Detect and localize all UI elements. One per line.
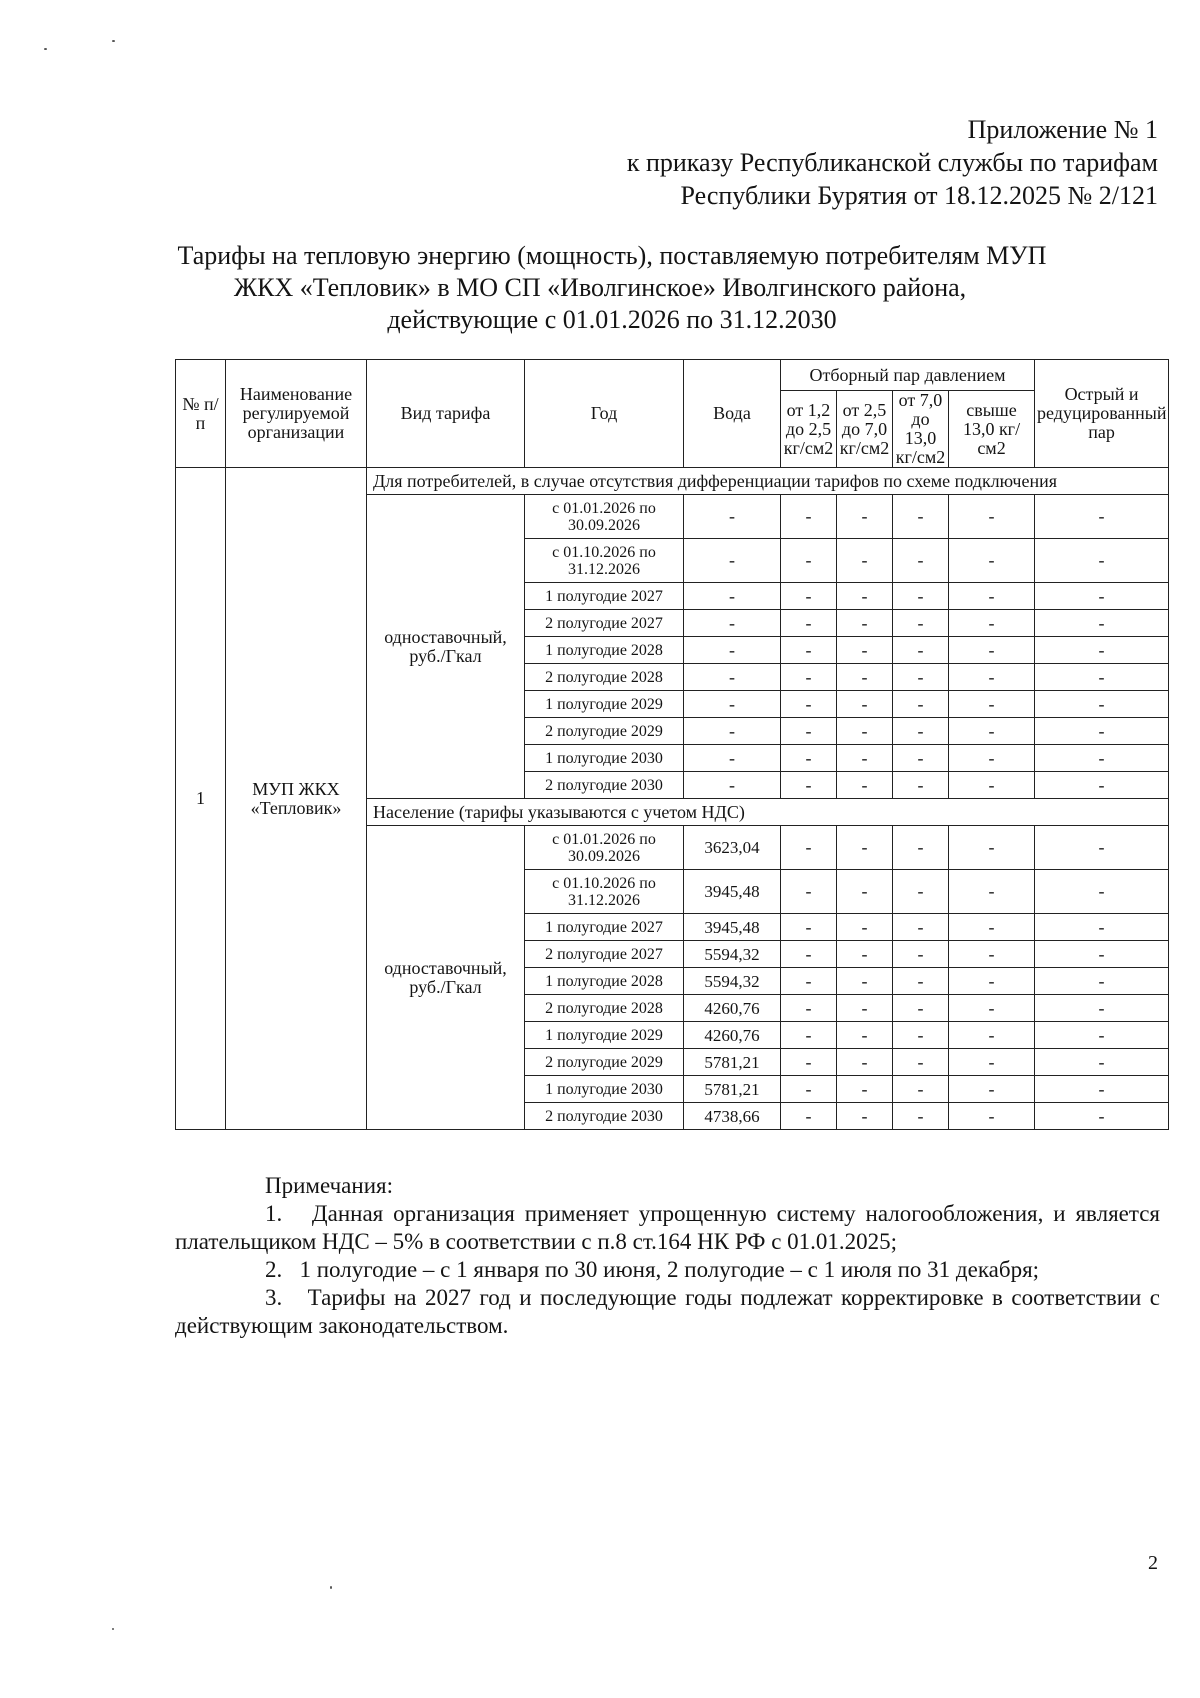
steam-value: - <box>781 745 837 772</box>
water-value: - <box>684 691 781 718</box>
steam-value: - <box>781 968 837 995</box>
document-title-line-1: Тарифы на тепловую энергию (мощность), поставляемую потребителям МУП <box>177 241 1047 270</box>
water-value: 5781,21 <box>684 1076 781 1103</box>
water-value: - <box>684 718 781 745</box>
steam-value: - <box>949 826 1035 870</box>
scan-speck <box>112 40 115 42</box>
steam-value: - <box>781 772 837 799</box>
steam-value: - <box>949 664 1035 691</box>
steam-value: - <box>837 826 893 870</box>
period-cell: 2 полугодие 2030 <box>525 1103 684 1130</box>
steam-value: - <box>1035 610 1169 637</box>
steam-value: - <box>949 914 1035 941</box>
period-cell: 2 полугодие 2027 <box>525 610 684 637</box>
steam-value: - <box>893 968 949 995</box>
steam-value: - <box>949 1103 1035 1130</box>
steam-value: - <box>837 637 893 664</box>
steam-value: - <box>893 539 949 583</box>
period-cell: 1 полугодие 2029 <box>525 1022 684 1049</box>
steam-value: - <box>949 539 1035 583</box>
header-steam-3: от 7,0 до 13,0 кг/см2 <box>893 391 949 468</box>
steam-value: - <box>837 772 893 799</box>
steam-value: - <box>781 1022 837 1049</box>
steam-value: - <box>893 664 949 691</box>
water-value: 5781,21 <box>684 1049 781 1076</box>
steam-value: - <box>893 583 949 610</box>
steam-value: - <box>1035 1103 1169 1130</box>
period-cell: 1 полугодие 2028 <box>525 637 684 664</box>
steam-value: - <box>781 718 837 745</box>
tariff-type: одноставочный, руб./Гкал <box>367 495 525 799</box>
steam-value: - <box>893 826 949 870</box>
steam-value: - <box>949 495 1035 539</box>
steam-value: - <box>781 610 837 637</box>
steam-value: - <box>949 745 1035 772</box>
steam-value: - <box>1035 691 1169 718</box>
period-cell: 1 полугодие 2030 <box>525 1076 684 1103</box>
steam-value: - <box>893 772 949 799</box>
steam-value: - <box>949 1076 1035 1103</box>
steam-value: - <box>949 1022 1035 1049</box>
section-title-consumers: Для потребителей, в случае отсутствия дифференциации тарифов по схеме подключения <box>367 468 1169 495</box>
row-number: 1 <box>176 468 226 1130</box>
steam-value: - <box>893 718 949 745</box>
steam-value: - <box>781 539 837 583</box>
header-steam-2: от 2,5 до 7,0 кг/см2 <box>837 391 893 468</box>
water-value: 3945,48 <box>684 914 781 941</box>
period-cell: 1 полугодие 2030 <box>525 745 684 772</box>
order-reference: к приказу Республиканской службы по тарифам <box>626 148 1158 177</box>
header-steam-1: от 1,2 до 2,5 кг/см2 <box>781 391 837 468</box>
water-value: 3945,48 <box>684 870 781 914</box>
steam-value: - <box>781 870 837 914</box>
water-value: - <box>684 539 781 583</box>
header-steam-group: Отборный пар давлением <box>781 360 1035 391</box>
steam-value: - <box>837 718 893 745</box>
steam-value: - <box>893 870 949 914</box>
steam-value: - <box>893 995 949 1022</box>
water-value: 4738,66 <box>684 1103 781 1130</box>
steam-value: - <box>837 1049 893 1076</box>
steam-value: - <box>837 583 893 610</box>
steam-value: - <box>893 1103 949 1130</box>
header-water: Вода <box>684 360 781 468</box>
steam-value: - <box>949 772 1035 799</box>
steam-value: - <box>837 870 893 914</box>
steam-value: - <box>1035 772 1169 799</box>
steam-value: - <box>893 914 949 941</box>
steam-value: - <box>1035 745 1169 772</box>
steam-value: - <box>949 718 1035 745</box>
steam-value: - <box>1035 826 1169 870</box>
water-value: 4260,76 <box>684 995 781 1022</box>
steam-value: - <box>837 539 893 583</box>
steam-value: - <box>837 745 893 772</box>
steam-value: - <box>949 870 1035 914</box>
steam-value: - <box>781 914 837 941</box>
water-value: - <box>684 772 781 799</box>
steam-value: - <box>893 1022 949 1049</box>
water-value: - <box>684 495 781 539</box>
steam-value: - <box>1035 664 1169 691</box>
steam-value: - <box>949 968 1035 995</box>
water-value: - <box>684 745 781 772</box>
steam-value: - <box>893 1049 949 1076</box>
steam-value: - <box>837 495 893 539</box>
period-cell: 2 полугодие 2028 <box>525 664 684 691</box>
steam-value: - <box>781 941 837 968</box>
header-number: № п/п <box>176 360 226 468</box>
tariff-table-body <box>176 468 1169 1130</box>
steam-value: - <box>781 495 837 539</box>
scan-speck <box>330 1586 332 1589</box>
steam-value: - <box>949 995 1035 1022</box>
steam-value: - <box>893 610 949 637</box>
steam-value: - <box>837 968 893 995</box>
period-cell: 2 полугодие 2028 <box>525 995 684 1022</box>
scan-speck <box>44 48 47 50</box>
note-item: 3. Тарифы на 2027 год и последующие годы подлежат корректировке в соответствии с действующим законодательством. <box>175 1285 1160 1338</box>
header-tariff-type: Вид тарифа <box>367 360 525 468</box>
steam-value: - <box>1035 1076 1169 1103</box>
section-title-population: Население (тарифы указываются с учетом НДС) <box>367 799 1169 826</box>
document-title-line-3: действующие с 01.01.2026 по 31.12.2030 <box>387 305 837 334</box>
water-value: - <box>684 583 781 610</box>
steam-value: - <box>837 610 893 637</box>
steam-value: - <box>1035 1049 1169 1076</box>
tariff-type: одноставочный, руб./Гкал <box>367 826 525 1130</box>
period-cell: 1 полугодие 2027 <box>525 914 684 941</box>
steam-value: - <box>1035 495 1169 539</box>
order-date-number: Республики Бурятия от 18.12.2025 № 2/121 <box>680 181 1158 210</box>
period-cell: с 01.01.2026 по 30.09.2026 <box>525 495 684 539</box>
water-value: 5594,32 <box>684 941 781 968</box>
steam-value: - <box>949 637 1035 664</box>
steam-value: - <box>893 745 949 772</box>
appendix-label: Приложение № 1 <box>967 115 1158 144</box>
water-value: 3623,04 <box>684 826 781 870</box>
steam-value: - <box>837 691 893 718</box>
steam-value: - <box>1035 637 1169 664</box>
steam-value: - <box>781 583 837 610</box>
header-sharp-steam: Острый и редуцированный пар <box>1035 360 1169 468</box>
steam-value: - <box>893 941 949 968</box>
steam-value: - <box>781 1076 837 1103</box>
steam-value: - <box>893 1076 949 1103</box>
note-item: 1. Данная организация применяет упрощенную систему налогообложения, и является плательщиком НДС – 5% в соответствии с п.8 ст.164 НК РФ с 01.01.2025; <box>175 1201 1160 1254</box>
steam-value: - <box>1035 1022 1169 1049</box>
steam-value: - <box>893 637 949 664</box>
period-cell: с 01.10.2026 по 31.12.2026 <box>525 539 684 583</box>
steam-value: - <box>837 914 893 941</box>
period-cell: 2 полугодие 2027 <box>525 941 684 968</box>
steam-value: - <box>893 691 949 718</box>
header-organization: Наименование регулируемой организации <box>226 360 367 468</box>
steam-value: - <box>837 941 893 968</box>
scan-speck <box>112 1628 114 1630</box>
notes-block <box>175 1172 1160 1340</box>
water-value: - <box>684 610 781 637</box>
steam-value: - <box>837 664 893 691</box>
steam-value: - <box>1035 995 1169 1022</box>
steam-value: - <box>781 1049 837 1076</box>
steam-value: - <box>781 691 837 718</box>
organization-name: МУП ЖКХ «Тепловик» <box>226 468 367 1130</box>
header-year: Год <box>525 360 684 468</box>
steam-value: - <box>837 995 893 1022</box>
period-cell: 1 полугодие 2027 <box>525 583 684 610</box>
period-cell: 1 полугодие 2028 <box>525 968 684 995</box>
page-number: 2 <box>1148 1552 1158 1574</box>
steam-value: - <box>1035 941 1169 968</box>
steam-value: - <box>837 1076 893 1103</box>
header-steam-4: свыше 13,0 кг/см2 <box>949 391 1035 468</box>
steam-value: - <box>1035 914 1169 941</box>
note-item: 2. 1 полугодие – с 1 января по 30 июня, 2 полугодие – с 1 июля по 31 декабря; <box>265 1257 1040 1282</box>
period-cell: 2 полугодие 2029 <box>525 1049 684 1076</box>
period-cell: с 01.01.2026 по 30.09.2026 <box>525 826 684 870</box>
steam-value: - <box>1035 870 1169 914</box>
steam-value: - <box>1035 718 1169 745</box>
steam-value: - <box>949 1049 1035 1076</box>
steam-value: - <box>781 1103 837 1130</box>
period-cell: с 01.10.2026 по 31.12.2026 <box>525 870 684 914</box>
document-title-line-2: ЖКХ «Тепловик» в МО СП «Иволгинское» Иволгинского района, <box>233 273 967 302</box>
steam-value: - <box>837 1022 893 1049</box>
tariff-table <box>175 359 1169 1130</box>
steam-value: - <box>781 826 837 870</box>
period-cell: 2 полугодие 2029 <box>525 718 684 745</box>
water-value: 4260,76 <box>684 1022 781 1049</box>
steam-value: - <box>1035 583 1169 610</box>
steam-value: - <box>781 637 837 664</box>
period-cell: 2 полугодие 2030 <box>525 772 684 799</box>
steam-value: - <box>1035 968 1169 995</box>
steam-value: - <box>781 995 837 1022</box>
water-value: 5594,32 <box>684 968 781 995</box>
steam-value: - <box>1035 539 1169 583</box>
steam-value: - <box>837 1103 893 1130</box>
steam-value: - <box>893 495 949 539</box>
water-value: - <box>684 664 781 691</box>
water-value: - <box>684 637 781 664</box>
notes-heading: Примечания: <box>265 1173 393 1198</box>
period-cell: 1 полугодие 2029 <box>525 691 684 718</box>
steam-value: - <box>949 691 1035 718</box>
steam-value: - <box>781 664 837 691</box>
steam-value: - <box>949 941 1035 968</box>
steam-value: - <box>949 583 1035 610</box>
steam-value: - <box>949 610 1035 637</box>
